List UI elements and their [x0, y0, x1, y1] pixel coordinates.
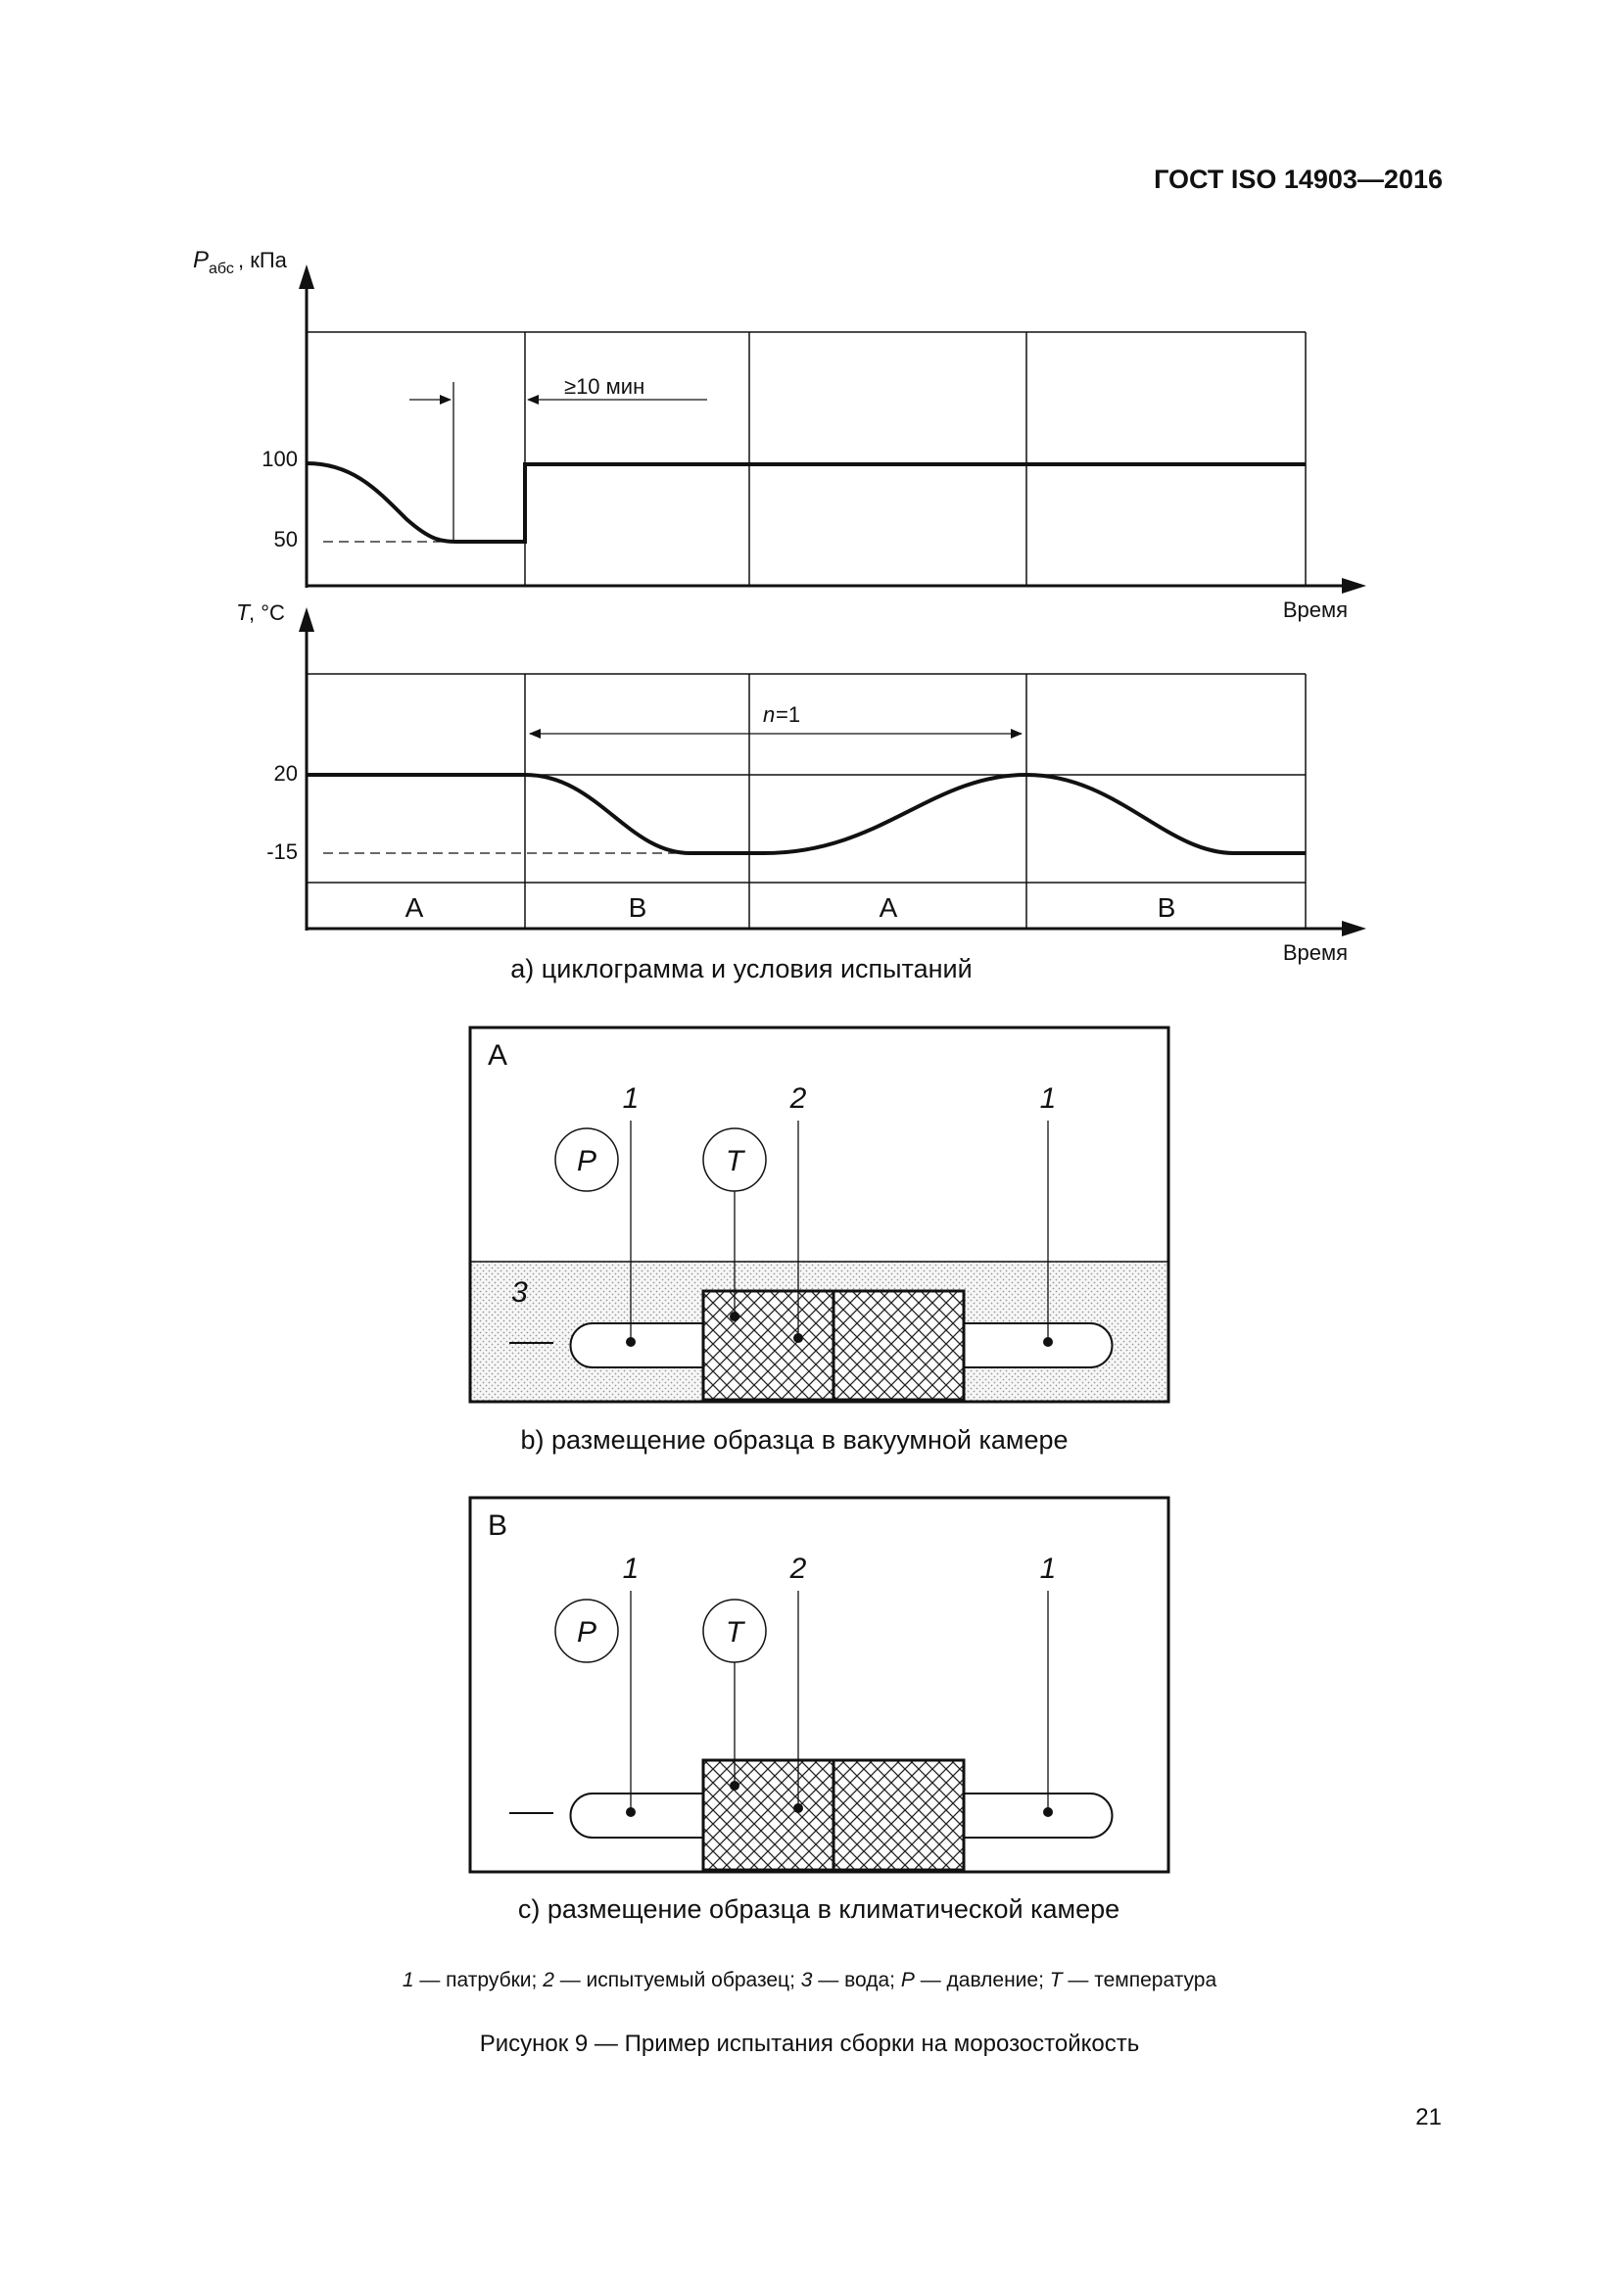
- legend-text: — вода;: [812, 1969, 901, 1991]
- pipe-left: [571, 1323, 704, 1367]
- pressure-axis-unit: , кПа: [238, 248, 287, 272]
- legend-text: — патрубки;: [413, 1969, 544, 1991]
- callout-number: 1: [622, 1553, 640, 1585]
- callout-number: 2: [789, 1553, 807, 1585]
- legend-text: — температура: [1062, 1969, 1217, 1991]
- callout-number: 1: [1039, 1082, 1057, 1115]
- pressure-axis-symbol: P: [193, 247, 210, 273]
- pipe-right: [964, 1794, 1113, 1838]
- temperature-tick-20: 20: [273, 761, 298, 786]
- page-number: 21: [1415, 2104, 1442, 2130]
- legend-text: — давление;: [914, 1969, 1050, 1991]
- legend-key: 3: [800, 1969, 813, 1991]
- cycle-note-n: n: [763, 702, 776, 727]
- temperature-sensor-symbol: T: [725, 1145, 744, 1177]
- phase-label: A: [405, 892, 424, 923]
- temperature-curve: [307, 775, 1306, 853]
- pressure-axis-arrow-icon: [299, 264, 314, 289]
- vacuum-chamber-diagram: [470, 1028, 1168, 1402]
- pressure-sensor-symbol: P: [576, 1616, 597, 1649]
- figure-title: Рисунок 9 — Пример испытания сборки на морозостойкость: [479, 2031, 1140, 2057]
- time-axis-label-top: Время: [1282, 598, 1348, 622]
- legend-key: T: [1049, 1969, 1063, 1991]
- legend-text: — испытуемый образец;: [553, 1969, 801, 1991]
- time-axis-label-bottom: Время: [1282, 940, 1348, 965]
- temperature-chart: [236, 599, 1366, 965]
- chamber-corner-label: B: [488, 1509, 508, 1542]
- caption-b: b) размещение образца в вакуумной камере: [520, 1425, 1069, 1455]
- pressure-tick-50: 50: [273, 527, 298, 551]
- caption-c: c) размещение образца в климатической камере: [517, 1894, 1120, 1924]
- phase-label: B: [628, 892, 647, 923]
- callout-number: 1: [622, 1082, 640, 1115]
- pressure-sensor-symbol: P: [576, 1145, 597, 1177]
- pressure-chart: [193, 247, 1366, 622]
- pressure-axis-subscript: абс: [209, 261, 234, 277]
- temperature-axis-symbol: T: [236, 599, 251, 625]
- standard-header: ГОСТ ISO 14903—2016: [1154, 165, 1443, 194]
- temperature-tick-minus15: -15: [266, 839, 298, 864]
- callout-number: 2: [789, 1082, 807, 1115]
- time-axis-arrow-icon: [1342, 578, 1366, 594]
- temperature-axis-arrow-icon: [299, 607, 314, 632]
- figure-legend: [0, 1969, 1619, 1992]
- temperature-sensor-symbol: T: [725, 1616, 744, 1649]
- pressure-tick-100: 100: [262, 447, 298, 471]
- phase-label: A: [879, 892, 898, 923]
- climate-chamber-diagram: [470, 1498, 1168, 1872]
- water-label: 3: [511, 1276, 528, 1309]
- pressure-curve: [307, 463, 1306, 542]
- phase-label: B: [1157, 892, 1176, 923]
- caption-a: a) циклограмма и условия испытаний: [510, 954, 973, 983]
- chamber-corner-label: A: [488, 1039, 508, 1072]
- cycle-note-value: =1: [776, 702, 801, 727]
- legend-key: P: [900, 1969, 915, 1991]
- time-axis-arrow-icon: [1342, 921, 1366, 936]
- pipe-right: [964, 1323, 1113, 1367]
- interval-note: ≥10 мин: [564, 374, 645, 399]
- callout-number: 1: [1039, 1553, 1057, 1585]
- legend-key: 1: [402, 1969, 414, 1991]
- legend-key: 2: [543, 1969, 554, 1991]
- temperature-axis-unit: , °C: [249, 600, 285, 625]
- pipe-left: [571, 1794, 704, 1838]
